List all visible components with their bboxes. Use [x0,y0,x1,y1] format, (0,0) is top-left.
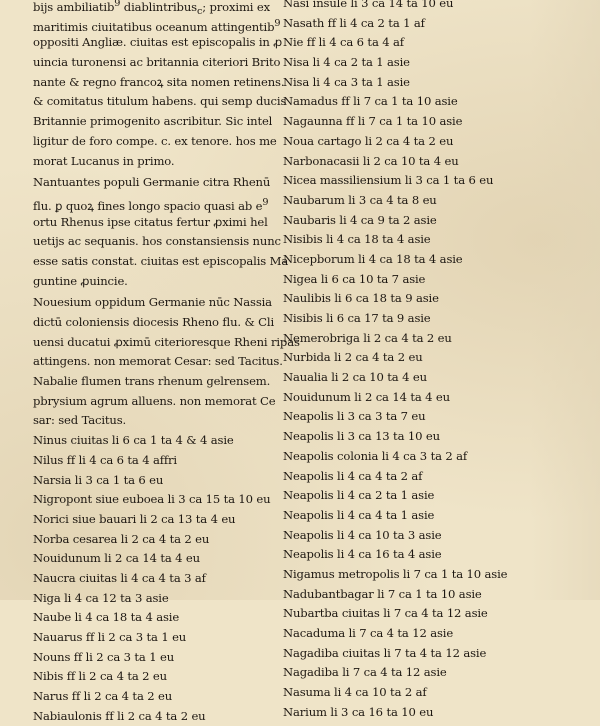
text-line: Niga li 4 ca 12 ta 3 asie [33,590,169,605]
index-entry: Nisa li 4 ca 2 ta 1 asie [283,55,410,70]
text-line: oppositi Angliæ. ciuitas est episcopalis in ꝓ [33,35,283,50]
index-entry: Neapolis li 3 ca 13 ta 10 eu [283,429,440,444]
text-line: Britannie primogenito ascribitur. Sic intel [33,114,273,129]
text-line: Nouesium oppidum Germanie nūc Nassia [33,295,272,310]
text-line: Narsia li 3 ca 1 ta 6 eu [33,472,164,487]
text-line: Nauarus ff li 2 ca 3 ta 1 eu [33,630,187,644]
text-line: Naube li 4 ca 18 ta 4 asie [33,610,180,625]
index-entry: Nasuma li 4 ca 10 ta 2 af [283,685,427,700]
index-entry: Neapolis li 4 ca 16 ta 4 asie [283,547,442,562]
text-line: Nabiaulonis ff li 2 ca 4 ta 2 eu [33,708,206,723]
text-line: Naucra ciuitas li 4 ca 4 ta 3 af [33,570,206,585]
index-entry: Naulibis li 6 ca 18 ta 9 asie [283,291,439,306]
text-line: Nabalie flumen trans rhenum gelrensem. [33,374,271,389]
text-line: Ninus ciuitas li 6 ca 1 ta 4 & 4 asie [33,433,234,448]
text-line: uincia turonensi ac britannia citeriori Brito [33,55,281,70]
index-entry: Nadubantbagar li 7 ca 1 ta 10 asie [283,586,482,601]
text-line: esse satis constat. ciuitas est episcopalis Ma [33,253,289,268]
text-line: guntine ꝓuincie. [33,273,128,288]
index-entry: Neapolis li 4 ca 4 ta 1 asie [283,507,435,522]
index-entry: Nouidunum li 2 ca 14 ta 4 eu [283,389,450,404]
index-entry: Neapolis li 4 ca 10 ta 3 asie [283,527,442,542]
index-entry: Neapolis li 4 ca 2 ta 1 asie [283,488,435,503]
text-line: & comitatus titulum habens. qui semp ducis [33,94,287,109]
index-entry: Nicepborum li 4 ca 18 ta 4 asie [283,251,463,266]
index-entry: Nasi insule li 3 ca 14 ta 10 eu [283,0,454,10]
text-line: uetijs ac sequanis. hos constansiensis nunc [33,234,281,249]
text-line: flu. ꝑ quoꝝ fines longo spacio quasi ab $e^9$ [33,196,269,213]
index-entry: Neapolis li 3 ca 3 ta 7 eu [283,409,426,424]
index-entry: Nubartba ciuitas li 7 ca 4 ta 12 asie [283,606,488,621]
text-line: Norba cesarea li 2 ca 4 ta 2 eu [33,531,210,546]
text-line: morat Lucanus in primo. [33,153,175,168]
index-entry: Nicea massiliensium li 3 ca 1 ta 6 eu [283,173,494,188]
index-entry: Nemerobriga li 2 ca 4 ta 2 eu [283,330,452,345]
index-entry: Nagadiba li 7 ca 4 ta 12 asie [283,665,447,680]
index-entry: Neapolis li 4 ca 4 ta 2 af [283,468,423,483]
left-text-column [33,0,300,726]
index-entry: Nagaunna ff li 7 ca 1 ta 10 asie [283,114,463,129]
text-line: ortu Rhenus ipse citatus fertur ꝓximi hel [33,214,268,229]
text-line: Nouns ff li 2 ca 3 ta 1 eu [33,649,175,664]
index-entry: Nagadiba ciuitas li 7 ta 4 ta 12 asie [283,645,487,660]
index-entry: Nasath ff li 4 ca 2 ta 1 af [283,15,425,30]
text-line: bijs ambiliatib$^9$ diablintribus$_c$; proximi ex [33,0,270,18]
text-line: Nantuantes populi Germanie citra Rhenū [33,175,271,190]
text-line: maritimis ciuitatibus oceanum attingentib$^9$ [33,17,281,34]
index-entry: Narbonacasii li 2 ca 10 ta 4 eu [283,153,459,168]
right-index-column [283,0,523,722]
index-entry: Nigea li 6 ca 10 ta 7 asie [283,271,426,286]
index-entry: Narium li 3 ca 16 ta 10 eu [283,704,434,719]
text-line: ligitur de foro compe. c. ex tenore. hos me [33,133,277,148]
text-line: Narus ff li 2 ca 4 ta 2 eu [33,689,173,704]
index-entry: Namadus ff li 7 ca 1 ta 10 asie [283,94,458,109]
index-entry: Nisa li 4 ca 3 ta 1 asie [283,74,410,89]
index-entry: Nisibis li 4 ca 18 ta 4 asie [283,232,431,247]
text-line: sar: sed Tacitus. [33,413,127,428]
index-entry: Neapolis colonia li 4 ca 3 ta 2 af [283,448,468,463]
index-entry: Naualia li 2 ca 10 ta 4 eu [283,370,427,385]
text-line: nante & regno francoꝝ sita nomen retinens. [33,74,285,89]
text-line: Nilus ff li 4 ca 6 ta 4 affri [33,452,177,467]
index-entry: Naubarum li 3 ca 4 ta 8 eu [283,192,437,207]
index-entry: Nurbida li 2 ca 4 ta 2 eu [283,350,423,365]
page-edge-shadow [530,0,600,600]
text-line: uensi ducatui ꝓximū citerioresque Rheni ripas [33,334,300,349]
index-entry: Nigamus metropolis li 7 ca 1 ta 10 asie [283,566,508,581]
index-entry: Nacaduma li 7 ca 4 ta 12 asie [283,626,454,640]
text-line: Nigropont siue euboea li 3 ca 15 ta 10 eu [33,492,271,507]
index-entry: Noua cartago li 2 ca 4 ta 2 eu [283,133,454,148]
text-line: pbrysium agrum alluens. non memorat Ce [33,393,276,408]
index-entry: Nisibis li 6 ca 17 ta 9 asie [283,311,431,325]
text-line: attingens. non memorat Cesar: sed Tacitus. [33,354,283,369]
text-line: Nibis ff li 2 ca 4 ta 2 eu [33,669,167,684]
index-entry: Nie ff li 4 ca 6 ta 4 af [283,35,404,50]
index-entry: Naubaris li 4 ca 9 ta 2 asie [283,212,437,227]
text-line: Norici siue bauari li 2 ca 13 ta 4 eu [33,511,236,526]
text-line: dictū coloniensis diocesis Rheno flu. & Cli [33,315,275,329]
text-line: Nouidunum li 2 ca 14 ta 4 eu [33,551,200,566]
